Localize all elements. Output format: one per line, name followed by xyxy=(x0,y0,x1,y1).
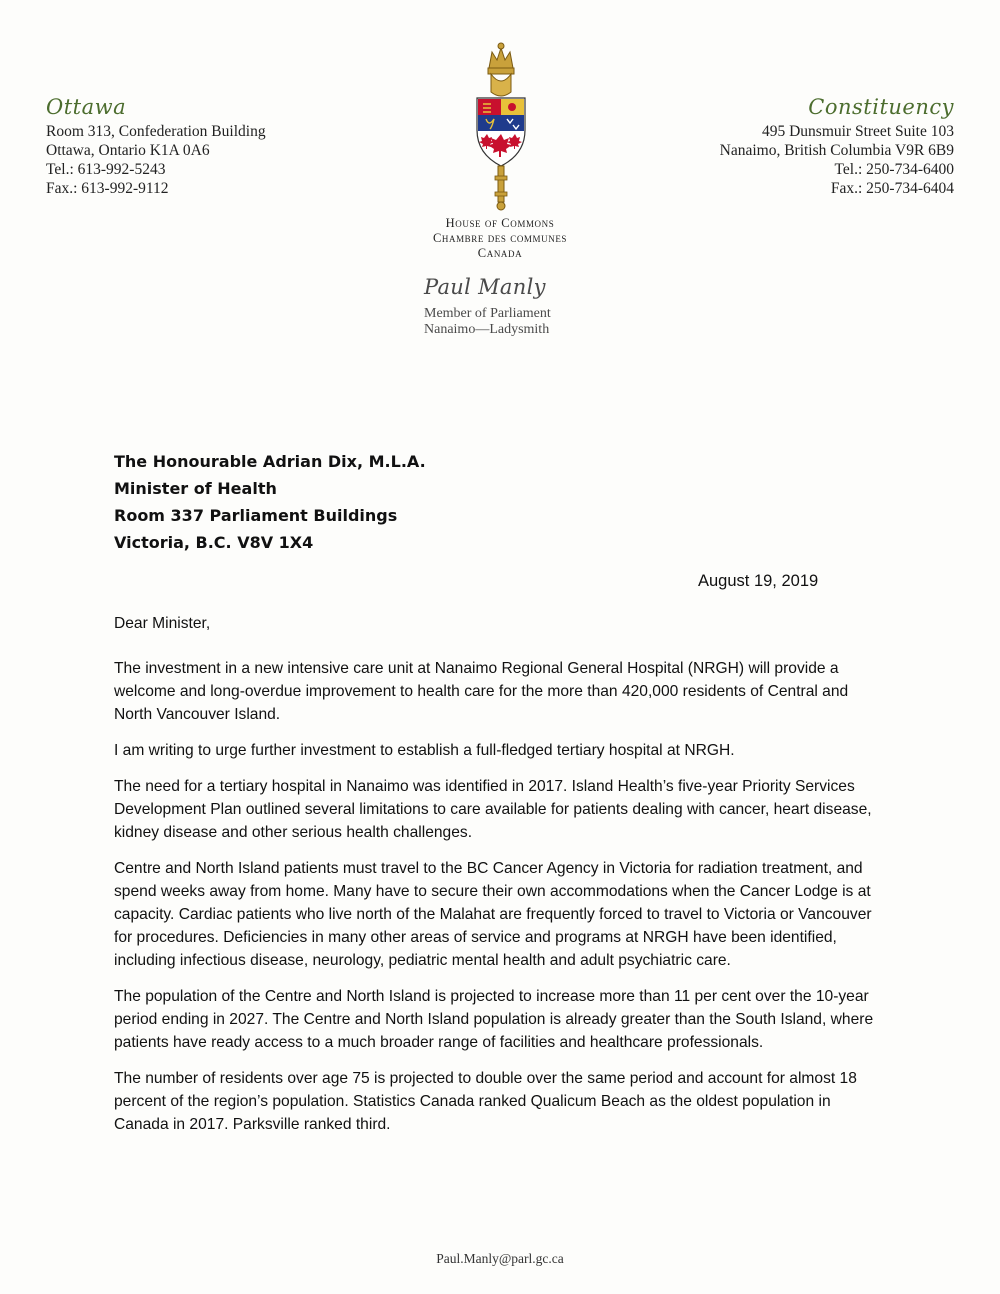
house-line: House of Commons xyxy=(445,216,555,230)
ottawa-heading: Ottawa xyxy=(46,95,127,119)
mp-title-line: Member of Parliament xyxy=(424,306,551,321)
constituency-line: 495 Dunsmuir Street Suite 103 xyxy=(761,123,954,140)
footer-email: Paul.Manly@parl.gc.ca xyxy=(436,1251,564,1266)
recipient-line: Victoria, B.C. V8V 1X4 xyxy=(114,533,314,552)
letter-date: August 19, 2019 xyxy=(698,572,819,590)
recipient-line: Room 337 Parliament Buildings xyxy=(114,506,398,525)
recipient-address xyxy=(114,448,614,556)
house-line: Canada xyxy=(477,246,523,260)
house-of-commons-label xyxy=(400,216,600,261)
recipient-line: Minister of Health xyxy=(114,479,277,498)
mp-riding-line: Nanaimo—Ladysmith xyxy=(424,322,550,337)
salutation: Dear Minister, xyxy=(114,615,211,632)
constituency-line: Nanaimo, British Columbia V9R 6B9 xyxy=(719,142,954,159)
ottawa-line: Ottawa, Ontario K1A 0A6 xyxy=(46,142,210,159)
recipient-line: The Honourable Adrian Dix, M.L.A. xyxy=(114,452,426,471)
body-paragraph: The investment in a new intensive care unit at Nanaimo Regional General Hospital (NRGH) will provide a welcome and long-overdue improvement to health care for the more than 420,000 residents of Central and North Vancouver Island. xyxy=(114,660,849,723)
constituency-heading: Constituency xyxy=(808,95,954,119)
body-paragraph: The number of residents over age 75 is projected to double over the same period and account for almost 18 percent of the region’s population. Statistics Canada ranked Qualicum Beach as the oldest population in Canada in 2017. Parksville ranked third. xyxy=(114,1070,857,1133)
ottawa-line: Room 313, Confederation Building xyxy=(46,123,266,140)
house-line: Chambre des communes xyxy=(432,231,568,245)
ottawa-line: Tel.: 613-992-5243 xyxy=(46,161,166,178)
ottawa-office-block xyxy=(46,94,346,198)
mp-name: Paul Manly xyxy=(424,275,546,299)
house-of-commons-crest-icon xyxy=(461,42,541,212)
body-paragraph: I am writing to urge further investment to establish a full-fledged tertiary hospital at NRGH. xyxy=(114,742,735,759)
letter-body xyxy=(114,612,884,1149)
body-paragraph: Centre and North Island patients must travel to the BC Cancer Agency in Victoria for radiation treatment, and spend weeks away from home. Many have to secure their own accommodations when the Cancer Lodge is at capacity. Cardiac patients who live north of the Malahat are frequently forced to travel to Victoria or Vancouver for procedures. Deficiencies in many other areas of service and programs at NRGH have been identified, including infectious disease, neurology, pediatric mental health and adult psychiatric care. xyxy=(114,860,872,969)
ottawa-line: Fax.: 613-992-9112 xyxy=(46,180,169,197)
constituency-office-block xyxy=(634,94,954,198)
constituency-line: Fax.: 250-734-6404 xyxy=(830,180,954,197)
body-paragraph: The population of the Centre and North Island is projected to increase more than 11 per cent over the 10-year period ending in 2027. The Centre and North Island population is already greater than the South Island, where patients have ready access to a much broader range of facilities and healthcare professionals. xyxy=(114,988,874,1051)
body-paragraph: The need for a tertiary hospital in Nanaimo was identified in 2017. Island Health’s five-year Priority Services Development Plan outlined several limitations to care available for patients dealing with cancer, heart disease, kidney disease and other serious health challenges. xyxy=(114,778,872,841)
mp-title-block xyxy=(424,306,624,338)
constituency-line: Tel.: 250-734-6400 xyxy=(834,161,954,178)
